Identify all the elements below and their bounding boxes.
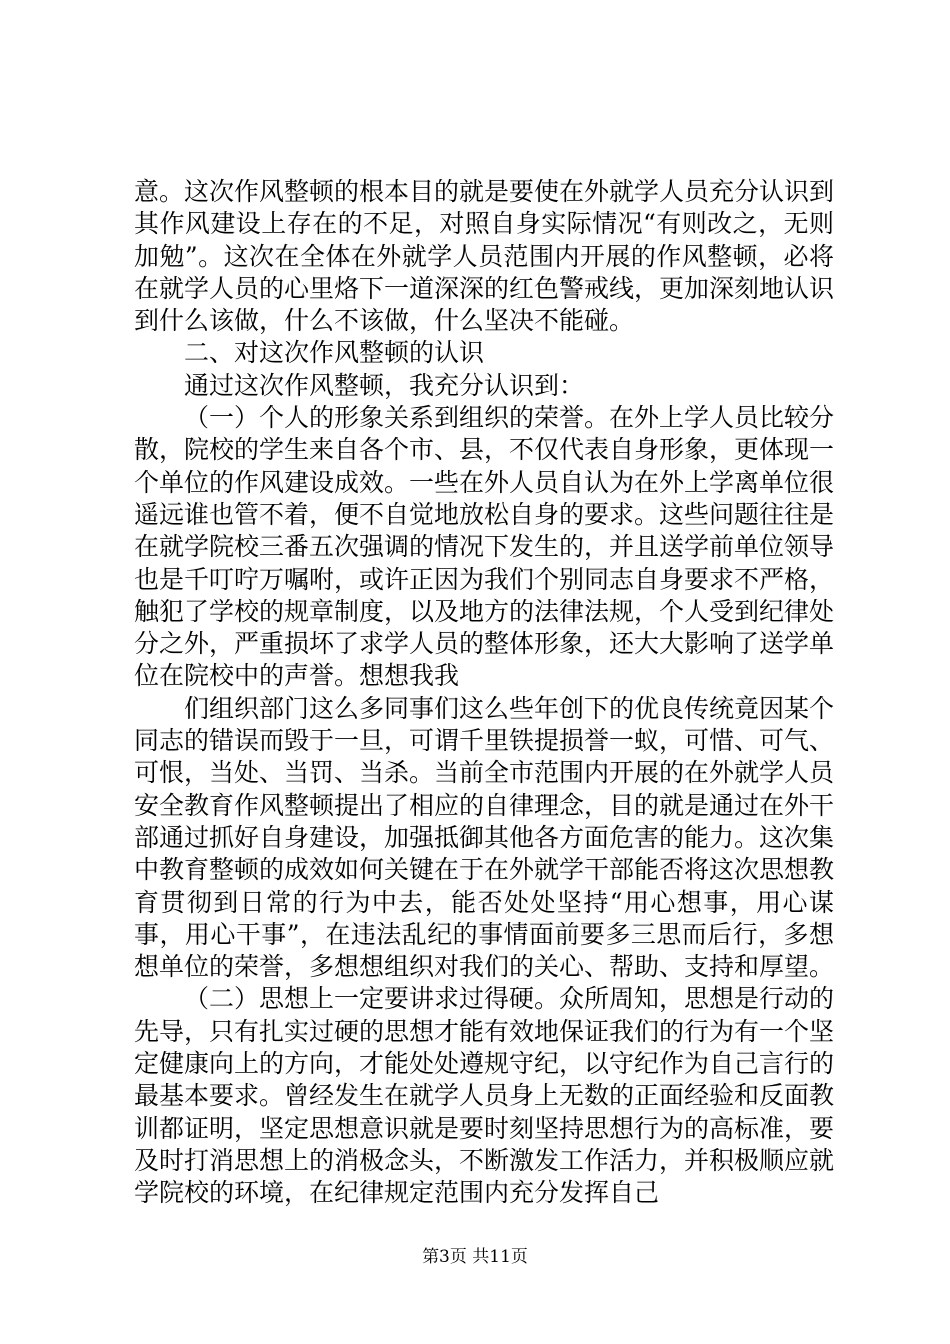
paragraph-point-two: （二）思想上一定要讲求过得硬。众所周知，思想是行动的先导，只有扎实过硬的思想才能有效地保证我们的行为有一个坚定健康向上的方向，才能处处遵规守纪，以守纪作为自己言行的最基本要求。曾经发生在就学人员身上无数的正面经验和反面教训都证明，坚定思想意识就是要时刻坚持思想行为的高标准，要及时打消思想上的消极念头，不断激发工作活力，并积极顺应就学院校的环境，在纪律规定范围内充分发挥自己: [134, 984, 835, 1208]
paragraph-continuation: 意。这次作风整顿的根本目的就是要使在外就学人员充分认识到其作风建设上存在的不足，对照自身实际情况“有则改之，无则加勉”。这次在全体在外就学人员范围内开展的作风整顿，必将在就学人员的心里烙下一道深深的红色警戒线，更加深刻地认识到什么该做，什么不该做，什么坚决不能碰。: [134, 177, 835, 336]
paragraph-point-one: （一）个人的形象关系到组织的荣誉。在外上学人员比较分散，院校的学生来自各个市、县，不仅代表自身形象，更体现一个单位的作风建设成效。一些在外人员自认为在外上学离单位很遥远谁也管不着，便不自觉地放松自身的要求。这些问题往往是在就学院校三番五次强调的情况下发生的，并且送学前单位领导也是千叮咛万嘱咐，或许正因为我们个别同志自身要求不严格，触犯了学校的规章制度，以及地方的法律法规，个人受到纪律处分之外，严重损坏了求学人员的整体形象，还大大影响了送学单位在院校中的声誉。想想我我: [134, 403, 835, 691]
paragraph-intro: 通过这次作风整顿，我充分认识到：: [184, 370, 585, 400]
page-number-footer: 第3页 共11页: [422, 1247, 528, 1267]
paragraph-point-one-continued: 们组织部门这么多同事们这么些年创下的优良传统竟因某个同志的错误而毁于一旦，可谓千里铁提损誉一蚁，可惜、可气、可恨，当处、当罚、当杀。当前全市范围内开展的在外就学人员安全教育作风整顿提出了相应的自律理念，目的就是通过在外干部通过抓好自身建设，加强抵御其他各方面危害的能力。这次集中教育整顿的成效如何关键在于在外就学干部能否将这次思想教育贯彻到日常的行为中去，能否处处坚持“用心想事，用心谋事，用心干事”，在违法乱纪的事情面前要多三思而后行，多想想单位的荣誉，多想想组织对我们的关心、帮助、支持和厚望。: [134, 693, 835, 982]
section-heading: 二、对这次作风整顿的认识: [184, 338, 485, 368]
document-body: [134, 176, 834, 1210]
